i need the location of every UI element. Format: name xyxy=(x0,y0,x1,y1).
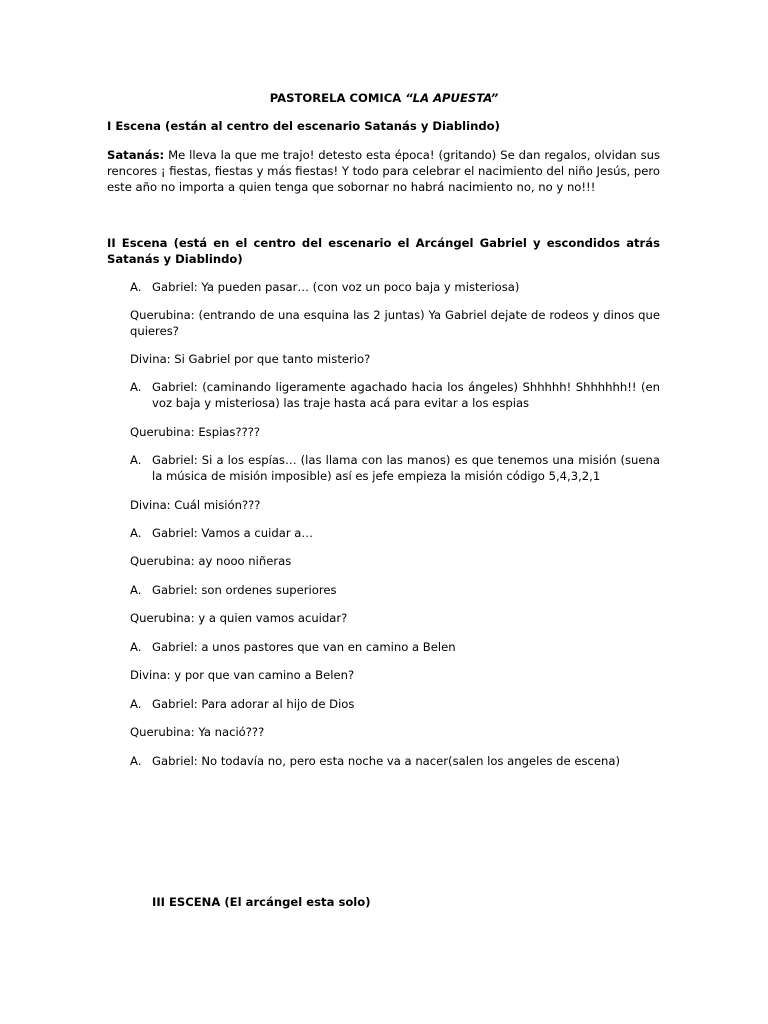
dialogue-item xyxy=(130,582,660,598)
dialogue-line: Querubina: ay nooo niñeras xyxy=(130,554,292,568)
list-marker: A. xyxy=(130,754,142,768)
list-marker: A. xyxy=(130,526,142,540)
dialogue-line: Divina: y por que van camino a Belen? xyxy=(130,668,355,682)
dialogue-item xyxy=(130,379,660,411)
dialogue-text: Gabriel: a unos pastores que van en camino a Belen xyxy=(152,640,456,654)
scene-1-text: Me lleva la que me trajo! detesto esta época! (gritando) Se dan regalos, olvidan sus rencores ¡ fiestas, fiestas y más fiestas! Y todo para celebrar el nacimiento del niño Jesús, pero este año no importa a quien tenga que sobornar no habrá nacimiento no, no y no!!! xyxy=(107,148,660,194)
dialogue-item xyxy=(130,525,660,541)
list-marker: A. xyxy=(130,280,142,294)
list-marker: A. xyxy=(130,453,142,467)
dialogue-item xyxy=(130,696,660,712)
scene-1-heading: I Escena (están al centro del escenario Satanás y Diablindo) xyxy=(107,119,500,133)
dialogue-text: Gabriel: Vamos a cuidar a… xyxy=(152,526,313,540)
dialogue-text: Gabriel: Si a los espías… (las llama con las manos) es que tenemos una misión (suena la música de misión imposible) así es jefe empieza la misión código 5,4,3,2,1 xyxy=(152,453,660,483)
dialogue-text: Gabriel: son ordenes superiores xyxy=(152,583,337,597)
dialogue-text: Gabriel: No todavía no, pero esta noche va a nacer(salen los angeles de escena) xyxy=(152,754,621,768)
scene-2-heading: II Escena (está en el centro del escenario el Arcángel Gabriel y escondidos atrás Satanás y Diablindo) xyxy=(107,236,660,266)
dialogue-line: Divina: Cuál misión??? xyxy=(130,498,261,512)
list-marker: A. xyxy=(130,583,142,597)
dialogue-line: Querubina: (entrando de una esquina las 2 juntas) Ya Gabriel dejate de rodeos y dinos que quieres? xyxy=(130,308,660,338)
list-marker: A. xyxy=(130,380,142,394)
list-marker: A. xyxy=(130,640,142,654)
dialogue-line: Divina: Si Gabriel por que tanto misterio? xyxy=(130,352,371,366)
dialogue-text: Gabriel: (caminando ligeramente agachado hacia los ángeles) Shhhhh! Shhhhhh!! (en voz baja y misteriosa) las traje hasta acá para evitar a los espias xyxy=(152,380,660,410)
dialogue-text: Gabriel: Para adorar al hijo de Dios xyxy=(152,697,355,711)
dialogue-text: Gabriel: Ya pueden pasar… (con voz un poco baja y misteriosa) xyxy=(152,280,520,294)
speaker-satanas: Satanás: xyxy=(107,148,165,162)
title-main: PASTORELA COMICA xyxy=(269,91,406,105)
dialogue-item xyxy=(130,279,660,295)
dialogue-item xyxy=(130,753,660,769)
document-title xyxy=(0,90,768,106)
scene-1-paragraph xyxy=(107,147,660,195)
list-marker: A. xyxy=(130,697,142,711)
dialogue-line: Querubina: y a quien vamos acuidar? xyxy=(130,611,348,625)
dialogue-item xyxy=(130,639,660,655)
dialogue-item xyxy=(130,452,660,484)
dialogue-line: Querubina: Ya nació??? xyxy=(130,725,265,739)
dialogue-line: Querubina: Espias???? xyxy=(130,425,261,439)
title-italic: “LA APUESTA” xyxy=(405,91,499,105)
scene-3-heading: III ESCENA (El arcángel esta solo) xyxy=(152,895,371,909)
